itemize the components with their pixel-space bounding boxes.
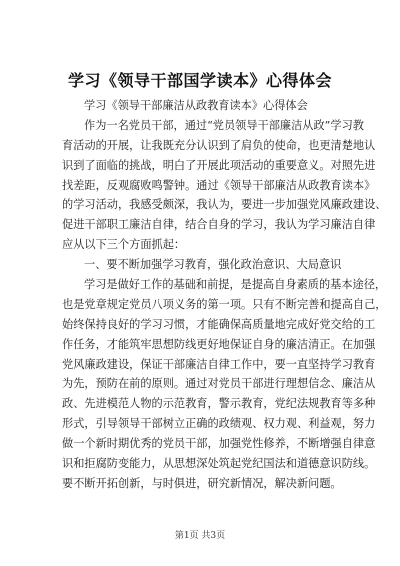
subtitle-line: 学习《领导干部廉洁从政教育读本》心得体会 [84,99,308,112]
document-body [62,96,387,494]
paragraph-line: 形式，引导领导干部树立正确的政绩观、权力观、利益观，努力 [62,417,376,431]
paragraph-line: 党风廉政建设，保证干部廉洁自律工作中，要一直坚持学习教育 [62,357,376,371]
paragraph-line: 政、先进模范人物的示范教育，警示教育，党纪法规教育等多种 [62,397,376,411]
paragraph-line: 育活动的开展，让我既充分认识到了肩负的使命，也更清楚地认 [62,138,376,152]
paragraph-line: 也是党章规定党员八项义务的第一项。只有不断完善和提高自己， [62,297,387,311]
paragraph-line: 应从以下三个方面抓起： [62,238,186,252]
paragraph-line: 找差距，反观腐败鸣警钟。通过《领导干部廉洁从政教育读本》 [62,178,376,192]
document-title: 学习《领导干部国学读本》心得体会 [67,71,332,90]
page-number-footer: 第1页 共3页 [174,531,226,541]
paragraph-line: 做一个新时期优秀的党员干部，加强党性修养，不断增强自律意 [62,437,376,451]
paragraph-line: 识到了面临的挑战，明白了开展此项活动的重要意义。对照先进 [62,158,376,172]
paragraph-line: 的学习活动，我感受颇深，我认为，要进一步加强党风廉政建设、 [62,198,387,212]
paragraph-line: 作为一名党员干部，通过“党员领导干部廉洁从政”学习教 [84,118,364,132]
paragraph-line: 始终保持良好的学习习惯，才能确保高质量地完成好党交给的工 [62,317,376,331]
paragraph-line: 识和拒腐防变能力，从思想深处筑起党纪国法和道德意识防线。 [62,457,376,471]
paragraph-line: 学习是做好工作的基础和前提，是提高自身素质的基本途径， [84,278,387,292]
section-heading: 一、要不断加强学习教育，强化政治意识、大局意识 [84,258,342,272]
paragraph-line: 为先，预防在前的原则。通过对党员干部进行理想信念、廉洁从 [62,377,376,391]
paragraph-line: 作任务，才能筑牢思想防线更好地保证自身的廉洁清正。在加强 [62,337,376,351]
paragraph-line: 促进干部职工廉洁自律，结合自身的学习，我认为学习廉洁自律 [62,218,376,232]
paragraph-line: 要不断开拓创新，与时俱进，研究新情况，解决新问题。 [62,476,342,490]
